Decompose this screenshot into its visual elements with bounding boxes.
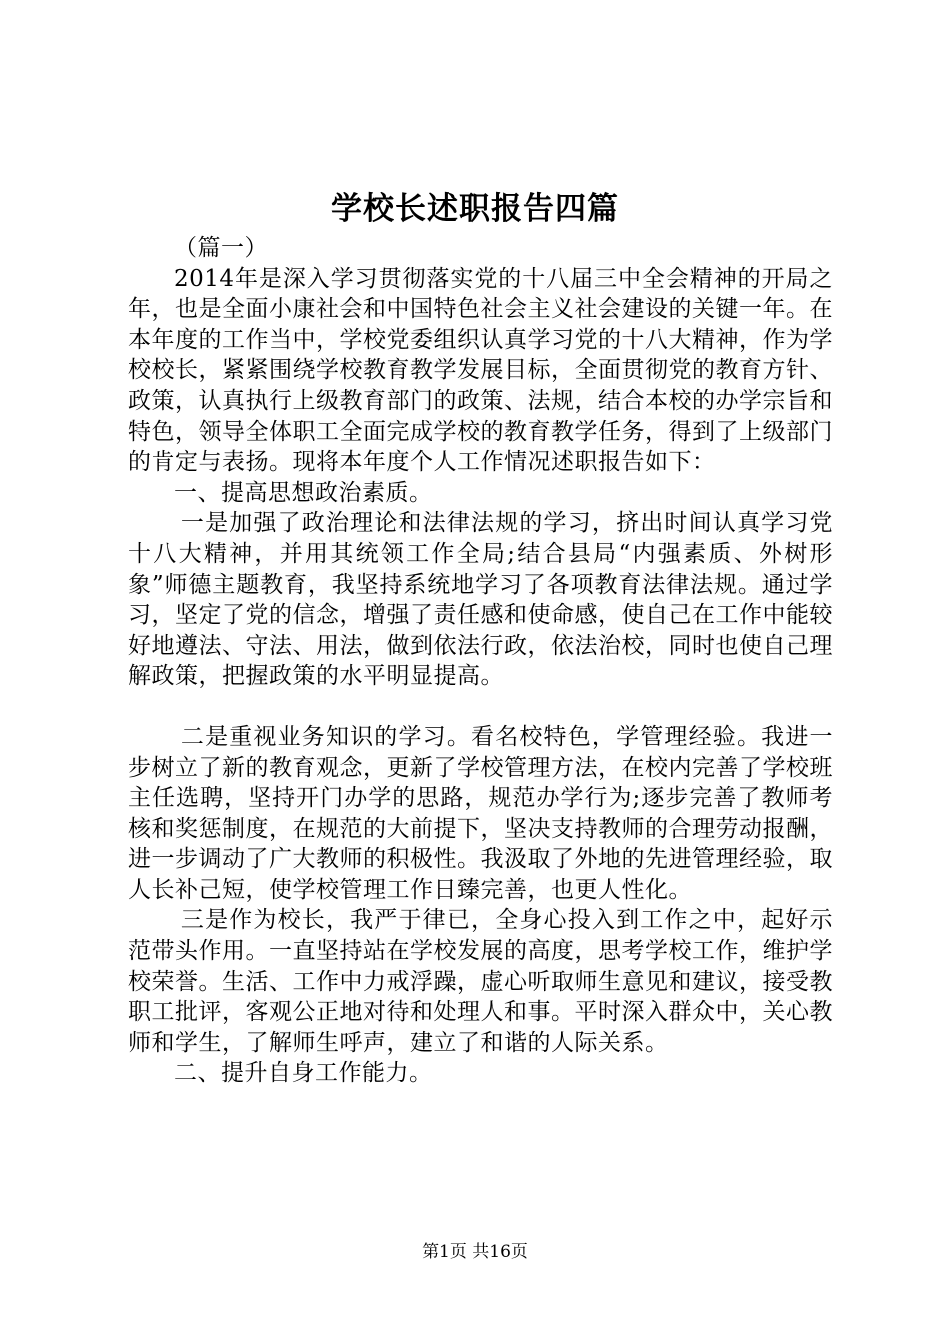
body-paragraph-1: 一是加强了政治理论和法律法规的学习，挤出时间认真学习党十八大精神，并用其统领工作全局;结合县局“内强素质、外树形象”师德主题教育，我坚持系统地学习了各项教育法律法规。通过学习，坚定了党的信念，增强了责任感和使命感，使自己在工作中能较好地遵法、守法、用法，做到依法行政，依法治校，同时也使自己理解政策，把握政策的水平明显提高。 bbox=[128, 510, 833, 690]
section-heading-1: 一、提高思想政治素质。 bbox=[174, 479, 433, 506]
document-body bbox=[128, 233, 833, 1089]
page-number-label: 第1页 共16页 bbox=[422, 1242, 528, 1262]
document-title: 学校长述职报告四篇 bbox=[331, 191, 619, 227]
body-paragraph-3: 三是作为校长，我严于律已，全身心投入到工作之中，起好示范带头作用。一直坚持站在学校发展的高度，思考学校工作，维护学校荣誉。生活、工作中力戒浮躁，虚心听取师生意见和建议，接受教职工批评，客观公正地对待和处理人和事。平时深入群众中，关心教师和学生，了解师生呼声，建立了和谐的人际关系。 bbox=[128, 907, 833, 1056]
body-paragraph-2: 二是重视业务知识的学习。看名校特色，学管理经验。我进一步树立了新的教育观念，更新了学校管理方法，在校内完善了学校班主任选聘，坚持开门办学的思路，规范办学行为;逐步完善了教师考核和奖惩制度，在规范的大前提下，坚决支持教师的合理劳动报酬，进一步调动了广大教师的积极性。我汲取了外地的先进管理经验，取人长补己短，使学校管理工作日臻完善，也更人性化。 bbox=[128, 723, 833, 903]
intro-paragraph: 2014年是深入学习贯彻落实党的十八届三中全会精神的开局之年，也是全面小康社会和中国特色社会主义社会建设的关键一年。在本年度的工作当中，学校党委组织认真学习党的十八大精神，作为学校校长，紧紧围绕学校教育教学发展目标，全面贯彻党的教育方针、政策，认真执行上级教育部门的政策、法规，结合本校的办学宗旨和特色，领导全体职工全面完成学校的教育教学任务，得到了上级部门的肯定与表扬。现将本年度个人工作情况述职报告如下： bbox=[128, 265, 833, 476]
page-footer bbox=[0, 1240, 950, 1264]
section-label: （篇一） bbox=[174, 235, 268, 261]
section-heading-2: 二、提升自身工作能力。 bbox=[174, 1060, 433, 1087]
